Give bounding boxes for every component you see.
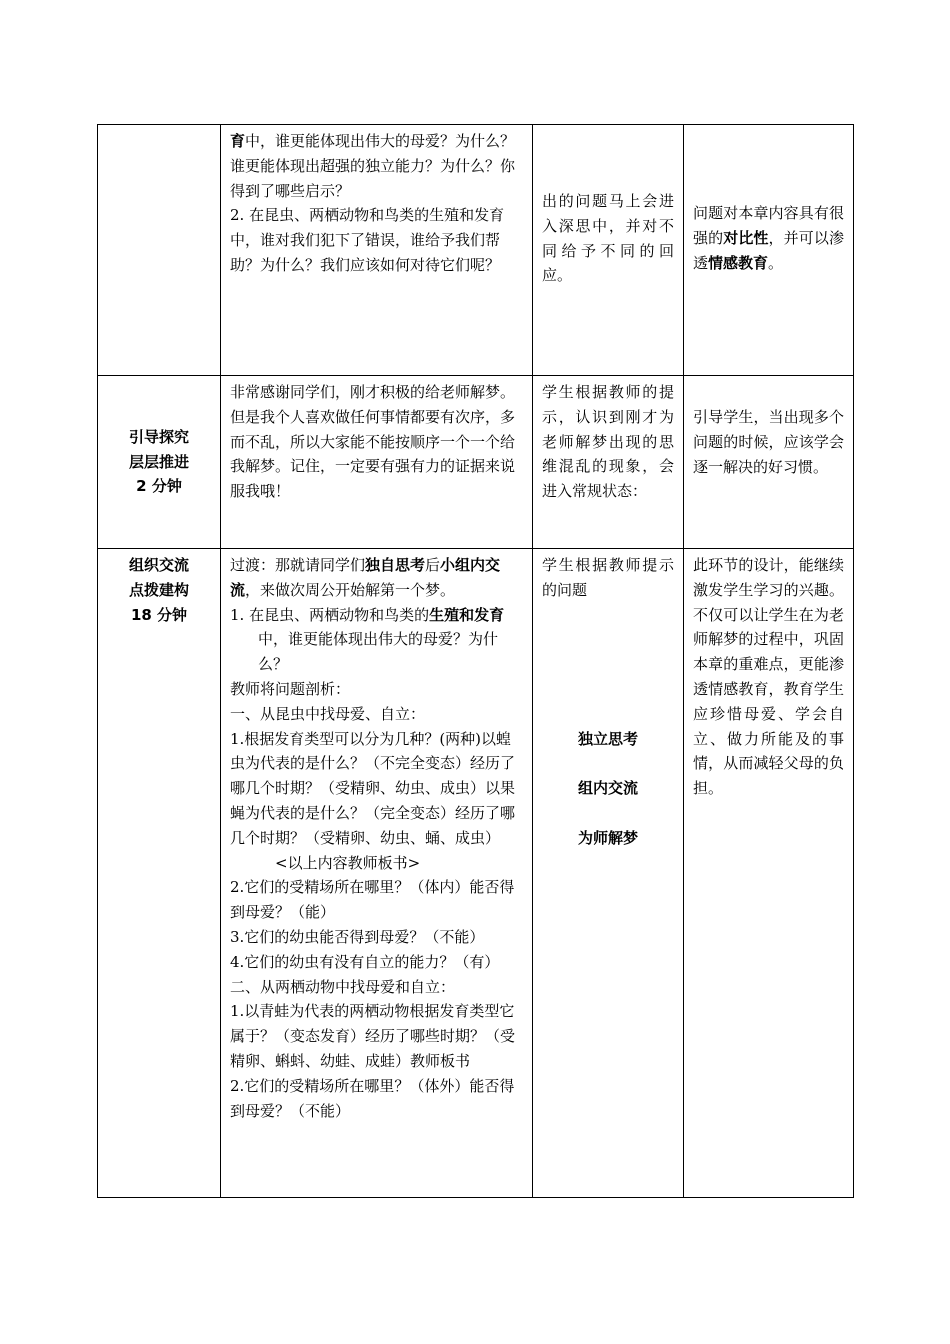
stage-label-cell [98,549,221,1198]
activity-interpret-dream: 为师解梦 [577,829,638,848]
student-response-text: 出的问题马上会进入深思中，并对不同给予不同的回应。 [542,192,674,285]
stage-name-line2: 层层推进 [128,452,189,471]
transition-text: 过渡：那就请同学们独自思考后小组内交流，来做次周公开始解第一个梦。 [230,556,501,599]
teacher-speech: 非常感谢同学们，刚才积极的给老师解梦。但是我个人喜欢做任何事情都要有次序，多而不乱，所以大家能不能按顺序一个一个给我解梦。记住，一定要有强有力的证据来说服我哦！ [230,383,516,501]
amphibian-question-2: 2.它们的受精场所在哪里？（体外）能否得到母爱？（不能） [230,1076,515,1120]
teacher-activity-cell [221,125,533,376]
student-response-text: 学生根据教师的提示，认识到刚才为老师解梦出现的思维混乱的现象，会进入常规状态： [542,383,674,501]
board-note: <以上内容教师板书> [275,853,421,872]
stage-label-cell [98,376,221,549]
insect-question-2: 2.它们的受精场所在哪里？（体内）能否得到母爱？（能） [230,878,515,922]
amphibian-question-1: 1.以青蛙为代表的两栖动物根据发育类型它属于？（变态发育）经历了哪些时期？（受精卵、蝌蚪、幼蛙、成蛙）教师板书 [230,1002,516,1070]
section-amphibians-heading: 二、从两栖动物中找母爱和自立： [230,977,456,996]
teacher-activity-cell [221,549,533,1198]
stage-name-line1: 组织交流 [128,556,189,574]
stage-name-line2: 点拨建构 [128,580,189,599]
activity-independent-thinking: 独立思考 [577,729,638,748]
question-1-tail: 育中，谁更能体现出伟大的母爱？为什么？谁更能体现出超强的独立能力？为什么？你得到了哪些启示？ [230,132,516,200]
design-intent-text: 引导学生，当出现多个问题的时候，应该学会逐一解决的好习惯。 [693,408,844,476]
lesson-plan-table [97,124,854,1198]
design-intent-cell [684,376,854,549]
student-response-text: 学生根据教师提示的问题 [542,556,674,599]
student-activity-cell [533,549,684,1198]
design-intent-text: 此环节的设计，能继续激发学生学习的兴趣。不仅可以让学生在为老师解梦的过程中，巩固本章的重难点，更能渗透情感教育，教育学生应珍惜母爱、学会自立、做力所能及的事情，从而减轻父母的负担。 [693,556,844,798]
table-row-guided-inquiry [98,376,854,549]
stage-duration: 2 分钟 [136,477,182,496]
question-1: 1. 在昆虫、两栖动物和鸟类的生殖和发育中，谁更能体现出伟大的母爱？为什么？ [230,605,505,674]
design-intent-cell [684,549,854,1198]
insect-question-3: 3.它们的幼虫能否得到母爱？（不能） [230,927,485,946]
student-activity-cell [533,376,684,549]
activity-group-discussion: 组内交流 [577,779,638,798]
design-intent-cell [684,125,854,376]
stage-cell-empty [98,125,221,376]
insect-question-4: 4.它们的幼虫有没有自立的能力？（有） [230,952,500,971]
stage-name-line1: 引导探究 [128,427,189,446]
teacher-activity-cell [221,376,533,549]
table-row-group-discussion [98,549,854,1198]
design-intent-text: 问题对本章内容具有很强的对比性，并可以渗透情感教育。 [693,204,844,272]
table-row-continued [98,125,854,376]
stage-duration: 18 分钟 [130,605,188,624]
question-2: 2. 在昆虫、两栖动物和鸟类的生殖和发育中，谁对我们犯下了错误，谁给予我们帮助？为什么？我们应该如何对待它们呢？ [230,206,505,274]
student-activity-cell [533,125,684,376]
section-insects-heading: 一、从昆虫中找母爱、自立： [230,704,426,723]
analysis-intro: 教师将问题剖析： [230,679,351,698]
insect-question-1: 1.根据发育类型可以分为几种？(两种)以蝗虫为代表的是什么？（不完全变态）经历了哪几个时期？（受精卵、幼虫、成虫）以果蝇为代表的是什么？（完全变态）经历了哪几个时期？（受精卵、幼虫、蛹、成虫） [230,729,516,847]
